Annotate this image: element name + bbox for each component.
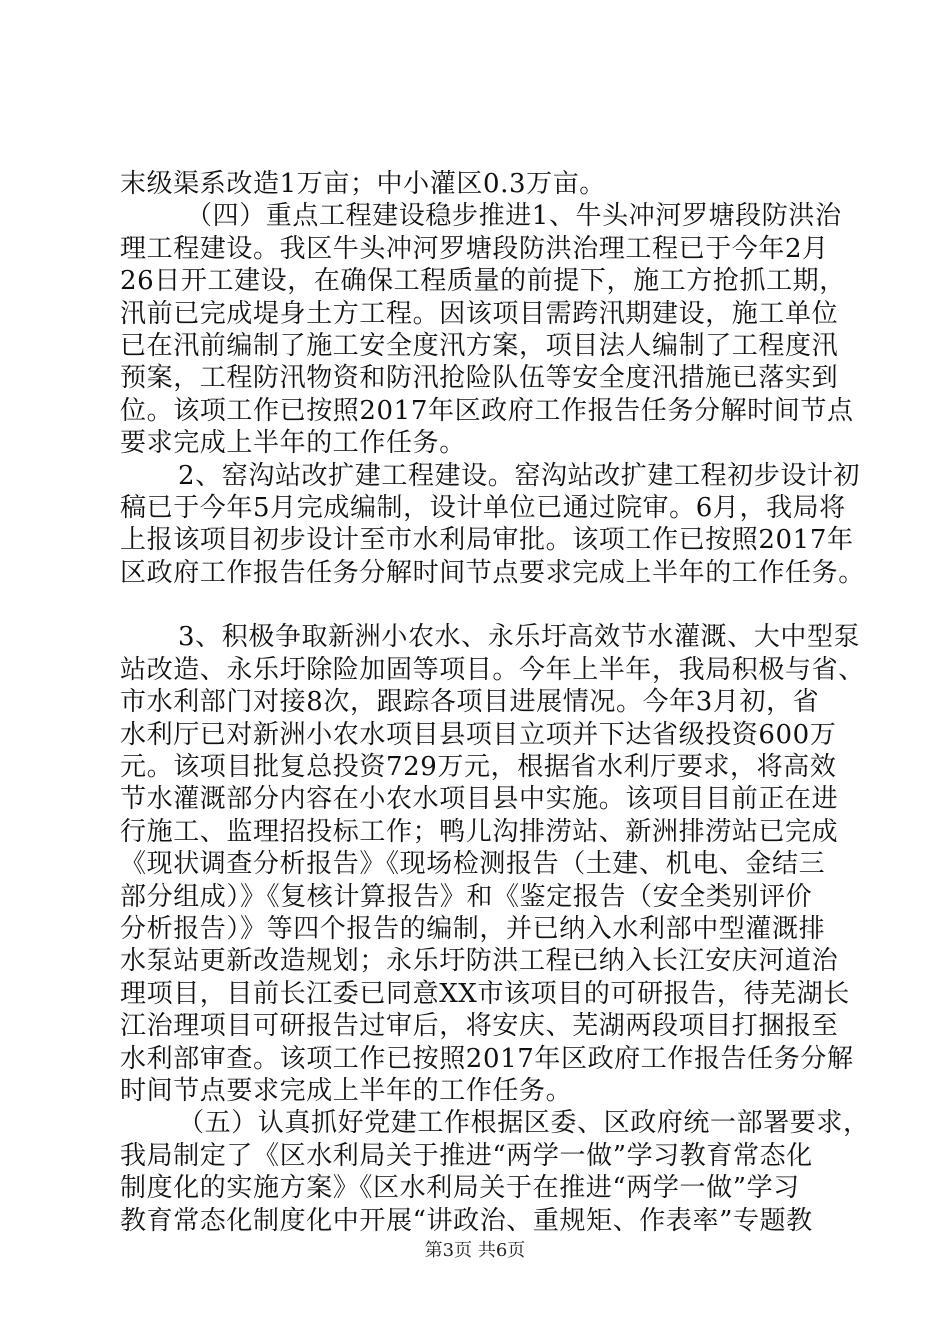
paragraph-line: 制度化的实施方案》《区水利局关于在推进“两学一做”学习 [120, 1173, 800, 1204]
paragraph-line: 《现状调查分析报告》《现场检测报告（土建、机电、金结三 [120, 849, 826, 880]
paragraph-first-line: 2、窑沟站改扩建工程建设。窑沟站改扩建工程初步设计初 [178, 460, 861, 491]
paragraph-line: 教育常态化制度化中开展“讲政治、重规矩、作表率”专题教 [120, 1205, 813, 1236]
paragraph-line: 部分组成）》《复核计算报告》和《鉴定报告（安全类别评价 [120, 881, 813, 912]
paragraph-line: 26日开工建设，在确保工程质量的前提下，施工方抢抓工期， [120, 266, 846, 297]
paragraph-line: 稿已于今年5月完成编制，设计单位已通过院审。6月，我局将 [120, 492, 846, 523]
paragraph-line: 汛前已完成堤身土方工程。因该项目需跨汛期建设，施工单位 [120, 298, 839, 329]
paragraph-line: 预案，工程防汛物资和防汛抢险队伍等安全度汛措施已落实到 [120, 363, 839, 394]
paragraph-line: 市水利部门对接8次，跟踪各项目进展情况。今年3月初，省 [120, 687, 820, 718]
paragraph-line: 要求完成上半年的工作任务。 [120, 428, 466, 459]
paragraph-line: 理项目，目前长江委已同意XX市该项目的可研报告，待芜湖长 [120, 978, 850, 1009]
paragraph-first-line: 3、积极争取新洲小农水、永乐圩高效节水灌溉、大中型泵 [178, 622, 861, 653]
section-heading-line: （五）认真抓好党建工作根据区委、区政府统一部署要求， [178, 1108, 870, 1139]
paragraph-line: 位。该项工作已按照2017年区政府工作报告任务分解时间节点 [120, 395, 854, 426]
paragraph-line: 区政府工作报告任务分解时间节点要求完成上半年的工作任务。 [120, 557, 865, 588]
paragraph-line: 分析报告）》等四个报告的编制，并已纳入水利部中型灌溉排 [120, 913, 826, 944]
paragraph-line: 末级渠系改造1万亩；中小灌区0.3万亩。 [120, 169, 606, 199]
section-heading-line: （四）重点工程建设稳步推进1、牛头冲河罗塘段防洪治 [186, 201, 842, 232]
paragraph-line: 上报该项目初步设计至市水利局审批。该项工作已按照2017年 [120, 525, 854, 556]
paragraph-gap [120, 589, 850, 621]
document-body [120, 168, 870, 1237]
page-number-footer: 第3页 共6页 [424, 1240, 526, 1261]
paragraph-line: 行施工、监理招投标工作；鸭儿沟排涝站、新洲排涝站已完成 [120, 816, 839, 847]
paragraph-line: 江治理项目可研报告过审后，将安庆、芜湖两段项目打捆报至 [120, 1011, 839, 1042]
paragraph-line: 水泵站更新改造规划；永乐圩防洪工程已纳入长江安庆河道治 [120, 946, 839, 977]
paragraph-line: 元。该项目批复总投资729万元，根据省水利厅要求，将高效 [120, 752, 837, 783]
paragraph-line: 我局制定了《区水利局关于推进“两学一做”学习教育常态化 [120, 1140, 813, 1171]
paragraph-line: 理工程建设。我区牛头冲河罗塘段防洪治理工程已于今年2月 [120, 233, 829, 264]
paragraph-line: 时间节点要求完成上半年的工作任务。 [120, 1075, 573, 1106]
paragraph-line: 站改造、永乐圩除险加固等项目。今年上半年，我局积极与省、 [120, 654, 865, 685]
paragraph-line: 节水灌溉部分内容在小农水项目县中实施。该项目目前正在进 [120, 784, 839, 815]
paragraph-line: 水利厅已对新洲小农水项目县项目立项并下达省级投资600万 [120, 719, 837, 750]
paragraph-line: 水利部审查。该项工作已按照2017年区政府工作报告任务分解 [120, 1043, 854, 1074]
paragraph-line: 已在汛前编制了施工安全度汛方案，项目法人编制了工程度汛 [120, 330, 839, 361]
